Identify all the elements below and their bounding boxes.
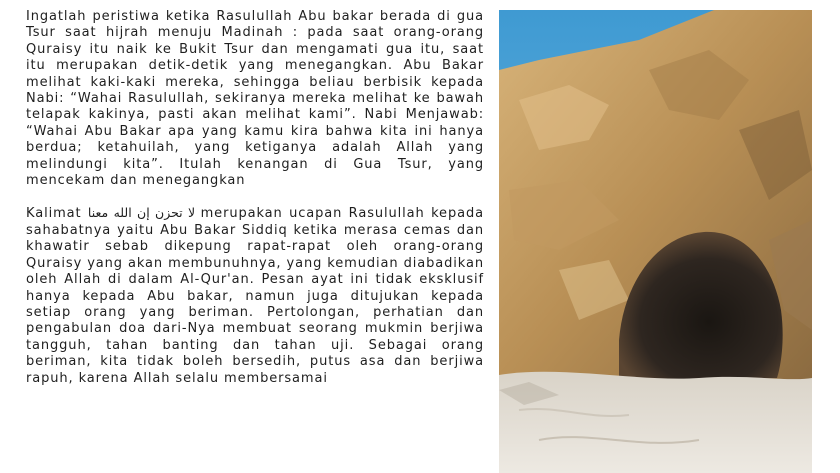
- paragraph-2-body: merupakan ucapan Rasulullah kepada sahabatnya yaitu Abu Bakar Siddiq ketika merasa cemas dan khawatir sebab dikepung rapat-rapat oleh orang-orang Quraisy yang akan membunuhnya, yang kemudian diabadikan oleh Allah di dalam Al-Qur'an. Pesan ayat ini tidak eksklusif hanya kepada Abu bakar, namun juga ditujukan kepada setiap orang yang beriman. Pertolongan, perhatian dan pengabulan doa dari-Nya membuat seorang mukmin berjiwa tangguh, tahan banting dan tahan uji. Sebagai orang beriman, kita tidak boleh bersedih, putus asa dan berjiwa rapuh, karena Allah selalu membersamai: [26, 206, 484, 386]
- paragraph-2: [26, 205, 484, 386]
- article-text: [26, 9, 484, 403]
- arabic-phrase: لا تحزن إن الله معنا: [87, 205, 196, 221]
- sand-ground: [499, 372, 812, 473]
- cave-photo: [499, 10, 812, 473]
- paragraph-2-lead: Kalimat: [26, 206, 82, 222]
- paragraph-1: Ingatlah peristiwa ketika Rasulullah Abu bakar berada di gua Tsur saat hijrah menuju Madinah : pada saat orang-orang Quraisy itu naik ke Bukit Tsur dan mengamati gua itu, saat itu merupakan detik-detik yang menegangkan. Abu Bakar melihat kaki-kaki mereka, sehingga beliau berbisik kepada Nabi: “Wahai Rasulullah, sekiranya mereka melihat ke bawah telapak kakinya, pasti akan melihat kami”. Nabi Menjawab: “Wahai Abu Bakar apa yang kamu kira bahwa kita ini hanya berdua; ketahuilah, yang ketiganya adalah Allah yang melindungi kita”. Itulah kenangan di Gua Tsur, yang mencekam dan menegangkan: [26, 9, 484, 189]
- cave-illustration: [499, 10, 812, 473]
